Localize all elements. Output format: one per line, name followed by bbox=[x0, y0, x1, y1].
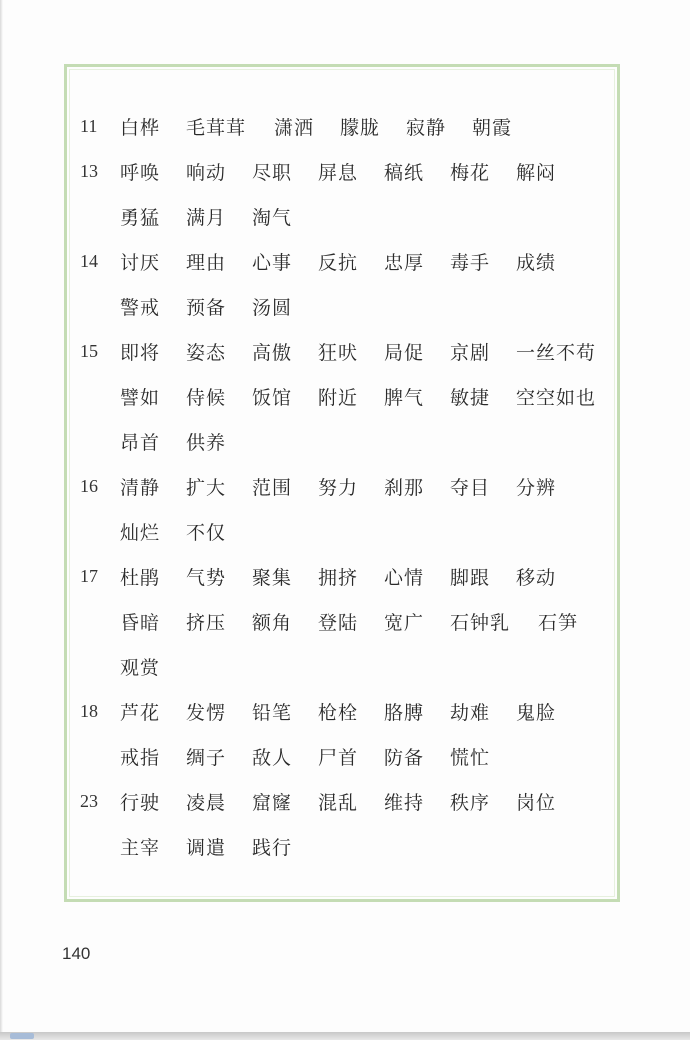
vocabulary-word: 朝霞 bbox=[472, 117, 513, 139]
vocabulary-word: 宽广 bbox=[384, 612, 425, 634]
lesson-block bbox=[80, 104, 620, 149]
lesson-number: 23 bbox=[80, 791, 98, 811]
vocabulary-word: 枪栓 bbox=[318, 702, 359, 724]
vocabulary-word: 岗位 bbox=[516, 792, 557, 814]
vocabulary-word: 姿态 bbox=[186, 342, 227, 364]
lesson-block bbox=[80, 554, 620, 689]
vocabulary-word: 响动 bbox=[186, 162, 227, 184]
word-row bbox=[120, 509, 620, 554]
vocabulary-word: 分辨 bbox=[516, 477, 557, 499]
vocabulary-word: 侍候 bbox=[186, 387, 227, 409]
vocabulary-word: 秩序 bbox=[450, 792, 491, 814]
vocabulary-word: 毛茸茸 bbox=[186, 117, 247, 139]
vocabulary-word: 清静 bbox=[120, 477, 161, 499]
vocabulary-word: 饭馆 bbox=[252, 387, 293, 409]
word-row bbox=[120, 239, 620, 284]
lesson-number: 15 bbox=[80, 341, 98, 361]
lesson-number: 18 bbox=[80, 701, 98, 721]
word-row bbox=[120, 149, 620, 194]
lesson-block bbox=[80, 329, 620, 464]
word-row bbox=[120, 194, 620, 239]
vocabulary-word: 绸子 bbox=[186, 747, 227, 769]
vocabulary-word: 拥挤 bbox=[318, 567, 359, 589]
vocabulary-word: 践行 bbox=[252, 837, 293, 859]
word-row bbox=[120, 419, 620, 464]
vocabulary-word: 发愣 bbox=[186, 702, 227, 724]
vocabulary-word: 铅笔 bbox=[252, 702, 293, 724]
vocabulary-word: 理由 bbox=[186, 252, 227, 274]
vocabulary-word: 寂静 bbox=[406, 117, 447, 139]
lesson-block bbox=[80, 239, 620, 329]
vocabulary-word: 敌人 bbox=[252, 747, 293, 769]
vocabulary-word: 杜鹃 bbox=[120, 567, 161, 589]
word-row bbox=[120, 464, 620, 509]
vocabulary-word: 慌忙 bbox=[450, 747, 491, 769]
vocabulary-word: 夺目 bbox=[450, 477, 491, 499]
vocabulary-word: 鬼脸 bbox=[516, 702, 557, 724]
vocabulary-word: 主宰 bbox=[120, 837, 161, 859]
vocabulary-word: 即将 bbox=[120, 342, 161, 364]
word-row bbox=[120, 824, 620, 869]
word-row bbox=[120, 779, 620, 824]
vocabulary-word: 聚集 bbox=[252, 567, 293, 589]
vocabulary-word: 梅花 bbox=[450, 162, 491, 184]
vocabulary-word: 脾气 bbox=[384, 387, 425, 409]
vocabulary-word: 尽职 bbox=[252, 162, 293, 184]
vocabulary-word: 额角 bbox=[252, 612, 293, 634]
vocabulary-word: 登陆 bbox=[318, 612, 359, 634]
vocabulary-list bbox=[80, 104, 620, 869]
vocabulary-word: 不仅 bbox=[186, 522, 227, 544]
vocabulary-word: 灿烂 bbox=[120, 522, 161, 544]
vocabulary-word: 屏息 bbox=[318, 162, 359, 184]
vocabulary-word: 混乱 bbox=[318, 792, 359, 814]
vocabulary-word: 成绩 bbox=[516, 252, 557, 274]
vocabulary-word: 扩大 bbox=[186, 477, 227, 499]
lesson-block bbox=[80, 779, 620, 869]
vocabulary-word: 尸首 bbox=[318, 747, 359, 769]
vocabulary-word: 敏捷 bbox=[450, 387, 491, 409]
lesson-number: 11 bbox=[80, 116, 98, 136]
vocabulary-word: 范围 bbox=[252, 477, 293, 499]
vocabulary-word: 昏暗 bbox=[120, 612, 161, 634]
page-number: 140 bbox=[62, 944, 91, 963]
vocabulary-word: 预备 bbox=[186, 297, 227, 319]
vocabulary-word: 观赏 bbox=[120, 657, 161, 679]
vocabulary-word: 附近 bbox=[318, 387, 359, 409]
vocabulary-word: 劫难 bbox=[450, 702, 491, 724]
word-row bbox=[120, 734, 620, 779]
vocabulary-word: 狂吠 bbox=[318, 342, 359, 364]
vocabulary-word: 窟窿 bbox=[252, 792, 293, 814]
vocabulary-word: 心情 bbox=[384, 567, 425, 589]
vocabulary-word: 挤压 bbox=[186, 612, 227, 634]
vocabulary-word: 空空如也 bbox=[516, 387, 597, 409]
word-row bbox=[120, 644, 620, 689]
vocabulary-word: 气势 bbox=[186, 567, 227, 589]
vocabulary-word: 京剧 bbox=[450, 342, 491, 364]
bottom-scrollbar[interactable] bbox=[0, 1032, 690, 1040]
vocabulary-word: 汤圆 bbox=[252, 297, 293, 319]
lesson-number: 17 bbox=[80, 566, 98, 586]
vocabulary-word: 呼唤 bbox=[120, 162, 161, 184]
vocabulary-word: 警戒 bbox=[120, 297, 161, 319]
vocabulary-word: 调遣 bbox=[186, 837, 227, 859]
vocabulary-word: 讨厌 bbox=[120, 252, 161, 274]
vocabulary-word: 高傲 bbox=[252, 342, 293, 364]
vocabulary-word: 白桦 bbox=[120, 117, 161, 139]
word-row bbox=[120, 104, 620, 149]
lesson-number: 16 bbox=[80, 476, 98, 496]
vocabulary-word: 行驶 bbox=[120, 792, 161, 814]
page-edge bbox=[0, 0, 3, 1040]
word-row bbox=[120, 329, 620, 374]
vocabulary-word: 凌晨 bbox=[186, 792, 227, 814]
vocabulary-word: 一丝不苟 bbox=[516, 342, 597, 364]
vocabulary-word: 解闷 bbox=[516, 162, 557, 184]
vocabulary-word: 局促 bbox=[384, 342, 425, 364]
vocabulary-word: 稿纸 bbox=[384, 162, 425, 184]
vocabulary-word: 反抗 bbox=[318, 252, 359, 274]
vocabulary-word: 勇猛 bbox=[120, 207, 161, 229]
word-row bbox=[120, 374, 620, 419]
vocabulary-word: 石钟乳 bbox=[450, 612, 511, 634]
vocabulary-word: 脚跟 bbox=[450, 567, 491, 589]
vocabulary-word: 石笋 bbox=[538, 612, 579, 634]
vocabulary-word: 供养 bbox=[186, 432, 227, 454]
lesson-block bbox=[80, 464, 620, 554]
word-row bbox=[120, 554, 620, 599]
vocabulary-word: 移动 bbox=[516, 567, 557, 589]
lesson-number: 14 bbox=[80, 251, 98, 271]
vocabulary-word: 刹那 bbox=[384, 477, 425, 499]
vocabulary-word: 心事 bbox=[252, 252, 293, 274]
scrollbar-grip[interactable] bbox=[10, 1033, 34, 1039]
vocabulary-word: 胳膊 bbox=[384, 702, 425, 724]
vocabulary-word: 防备 bbox=[384, 747, 425, 769]
vocabulary-word: 努力 bbox=[318, 477, 359, 499]
vocabulary-word: 满月 bbox=[186, 207, 227, 229]
vocabulary-word: 淘气 bbox=[252, 207, 293, 229]
vocabulary-word: 忠厚 bbox=[384, 252, 425, 274]
word-row bbox=[120, 284, 620, 329]
vocabulary-word: 朦胧 bbox=[340, 117, 381, 139]
vocabulary-word: 潇洒 bbox=[274, 117, 315, 139]
vocabulary-word: 毒手 bbox=[450, 252, 491, 274]
vocabulary-word: 戒指 bbox=[120, 747, 161, 769]
vocabulary-word: 譬如 bbox=[120, 387, 161, 409]
word-row bbox=[120, 599, 620, 644]
lesson-number: 13 bbox=[80, 161, 98, 181]
vocabulary-word: 芦花 bbox=[120, 702, 161, 724]
lesson-block bbox=[80, 149, 620, 239]
word-row bbox=[120, 689, 620, 734]
vocabulary-word: 昂首 bbox=[120, 432, 161, 454]
lesson-block bbox=[80, 689, 620, 779]
vocabulary-word: 维持 bbox=[384, 792, 425, 814]
